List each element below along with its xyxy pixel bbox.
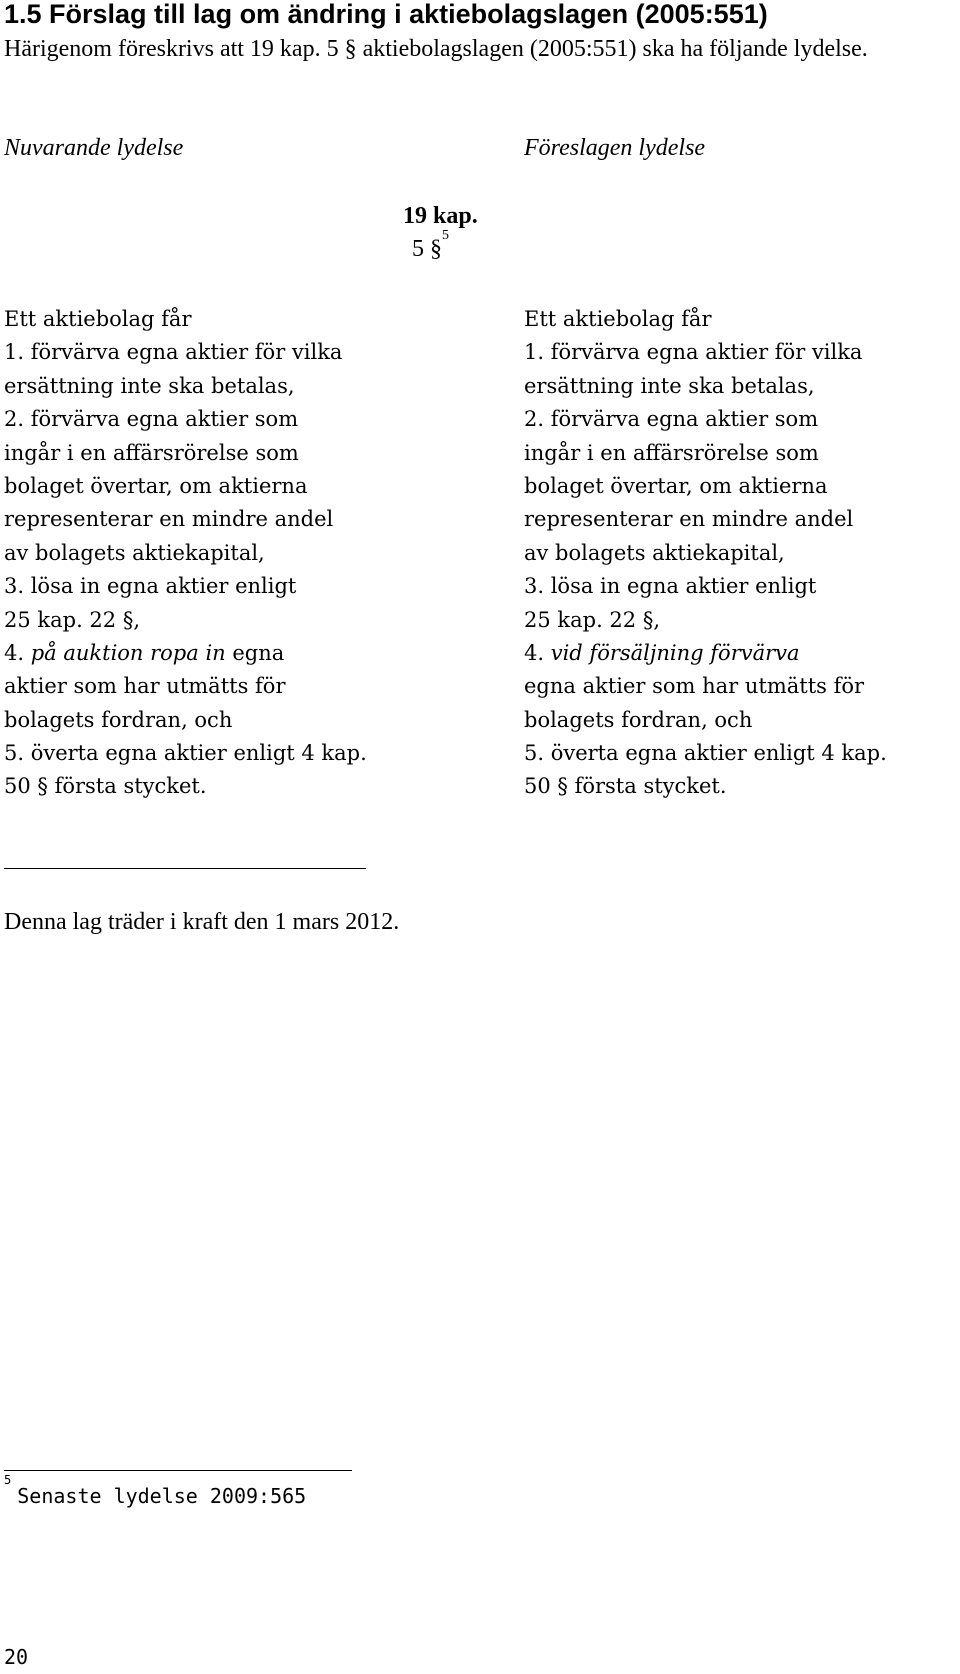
text-line: bolaget övertar, om aktierna xyxy=(524,473,828,498)
text-line: ersättning inte ska betalas, xyxy=(524,373,815,398)
footnote-reference: 5 xyxy=(442,228,449,243)
text-line: bolagets fordran, och xyxy=(4,707,233,732)
footnote xyxy=(4,1473,307,1512)
text-line: ingår i en affärsrörelse som xyxy=(4,440,299,465)
text-line xyxy=(524,637,944,670)
text-line: av bolagets aktiekapital, xyxy=(524,540,785,565)
text-line xyxy=(4,637,424,670)
section-divider xyxy=(4,868,366,869)
text-line: 3. lösa in egna aktier enligt xyxy=(4,574,297,599)
proposed-wording-label: Föreslagen lydelse xyxy=(524,135,706,161)
footnote-text: Senaste lydelse 2009:565 xyxy=(17,1484,307,1508)
paragraph-heading xyxy=(412,228,449,265)
text-line: representerar en mindre andel xyxy=(524,507,854,532)
text-line: 1. förvärva egna aktier för vilka xyxy=(4,340,343,365)
text-line: egna aktier som har utmätts för xyxy=(524,674,865,699)
footnote-divider xyxy=(4,1470,352,1471)
paragraph-number: 5 § xyxy=(412,236,442,262)
effective-date-note: Denna lag träder i kraft den 1 mars 2012. xyxy=(4,909,400,935)
text-line: 50 § första stycket. xyxy=(4,774,207,799)
item-number: 4. xyxy=(4,640,31,665)
text-line: av bolagets aktiekapital, xyxy=(4,540,265,565)
proposed-wording-column xyxy=(524,303,944,804)
text-line: 25 kap. 22 §, xyxy=(4,607,141,632)
footnote-number: 5 xyxy=(4,1473,12,1487)
line-tail: egna xyxy=(225,640,285,665)
item-number: 4. xyxy=(524,640,551,665)
text-line: 2. förvärva egna aktier som xyxy=(4,407,299,432)
current-wording-label: Nuvarande lydelse xyxy=(4,135,184,161)
text-line: ingår i en affärsrörelse som xyxy=(524,440,819,465)
text-line: 5. överta egna aktier enligt 4 kap. xyxy=(524,741,887,766)
new-wording: vid försäljning förvärva xyxy=(550,640,800,665)
current-wording-column xyxy=(4,303,424,804)
text-line: 3. lösa in egna aktier enligt xyxy=(524,574,817,599)
text-line: ersättning inte ska betalas, xyxy=(4,373,295,398)
text-line: 1. förvärva egna aktier för vilka xyxy=(524,340,863,365)
text-line: 50 § första stycket. xyxy=(524,774,727,799)
removed-wording: på auktion ropa in xyxy=(30,640,226,665)
text-line: 2. förvärva egna aktier som xyxy=(524,407,819,432)
text-line: 25 kap. 22 §, xyxy=(524,607,661,632)
section-heading: 1.5 Förslag till lag om ändring i aktiebolagslagen (2005:551) xyxy=(4,0,768,29)
page-number: 20 xyxy=(4,1645,29,1669)
text-line: 5. överta egna aktier enligt 4 kap. xyxy=(4,741,367,766)
text-line: bolaget övertar, om aktierna xyxy=(4,473,308,498)
text-line: representerar en mindre andel xyxy=(4,507,334,532)
chapter-heading: 19 kap. xyxy=(403,203,478,229)
text-line: bolagets fordran, och xyxy=(524,707,753,732)
intro-paragraph: Härigenom föreskrivs att 19 kap. 5 § aktiebolagslagen (2005:551) ska ha följande lydelse. xyxy=(4,36,868,62)
text-line: aktier som har utmätts för xyxy=(4,674,286,699)
text-line: Ett aktiebolag får xyxy=(524,307,712,331)
text-line: Ett aktiebolag får xyxy=(4,307,192,331)
